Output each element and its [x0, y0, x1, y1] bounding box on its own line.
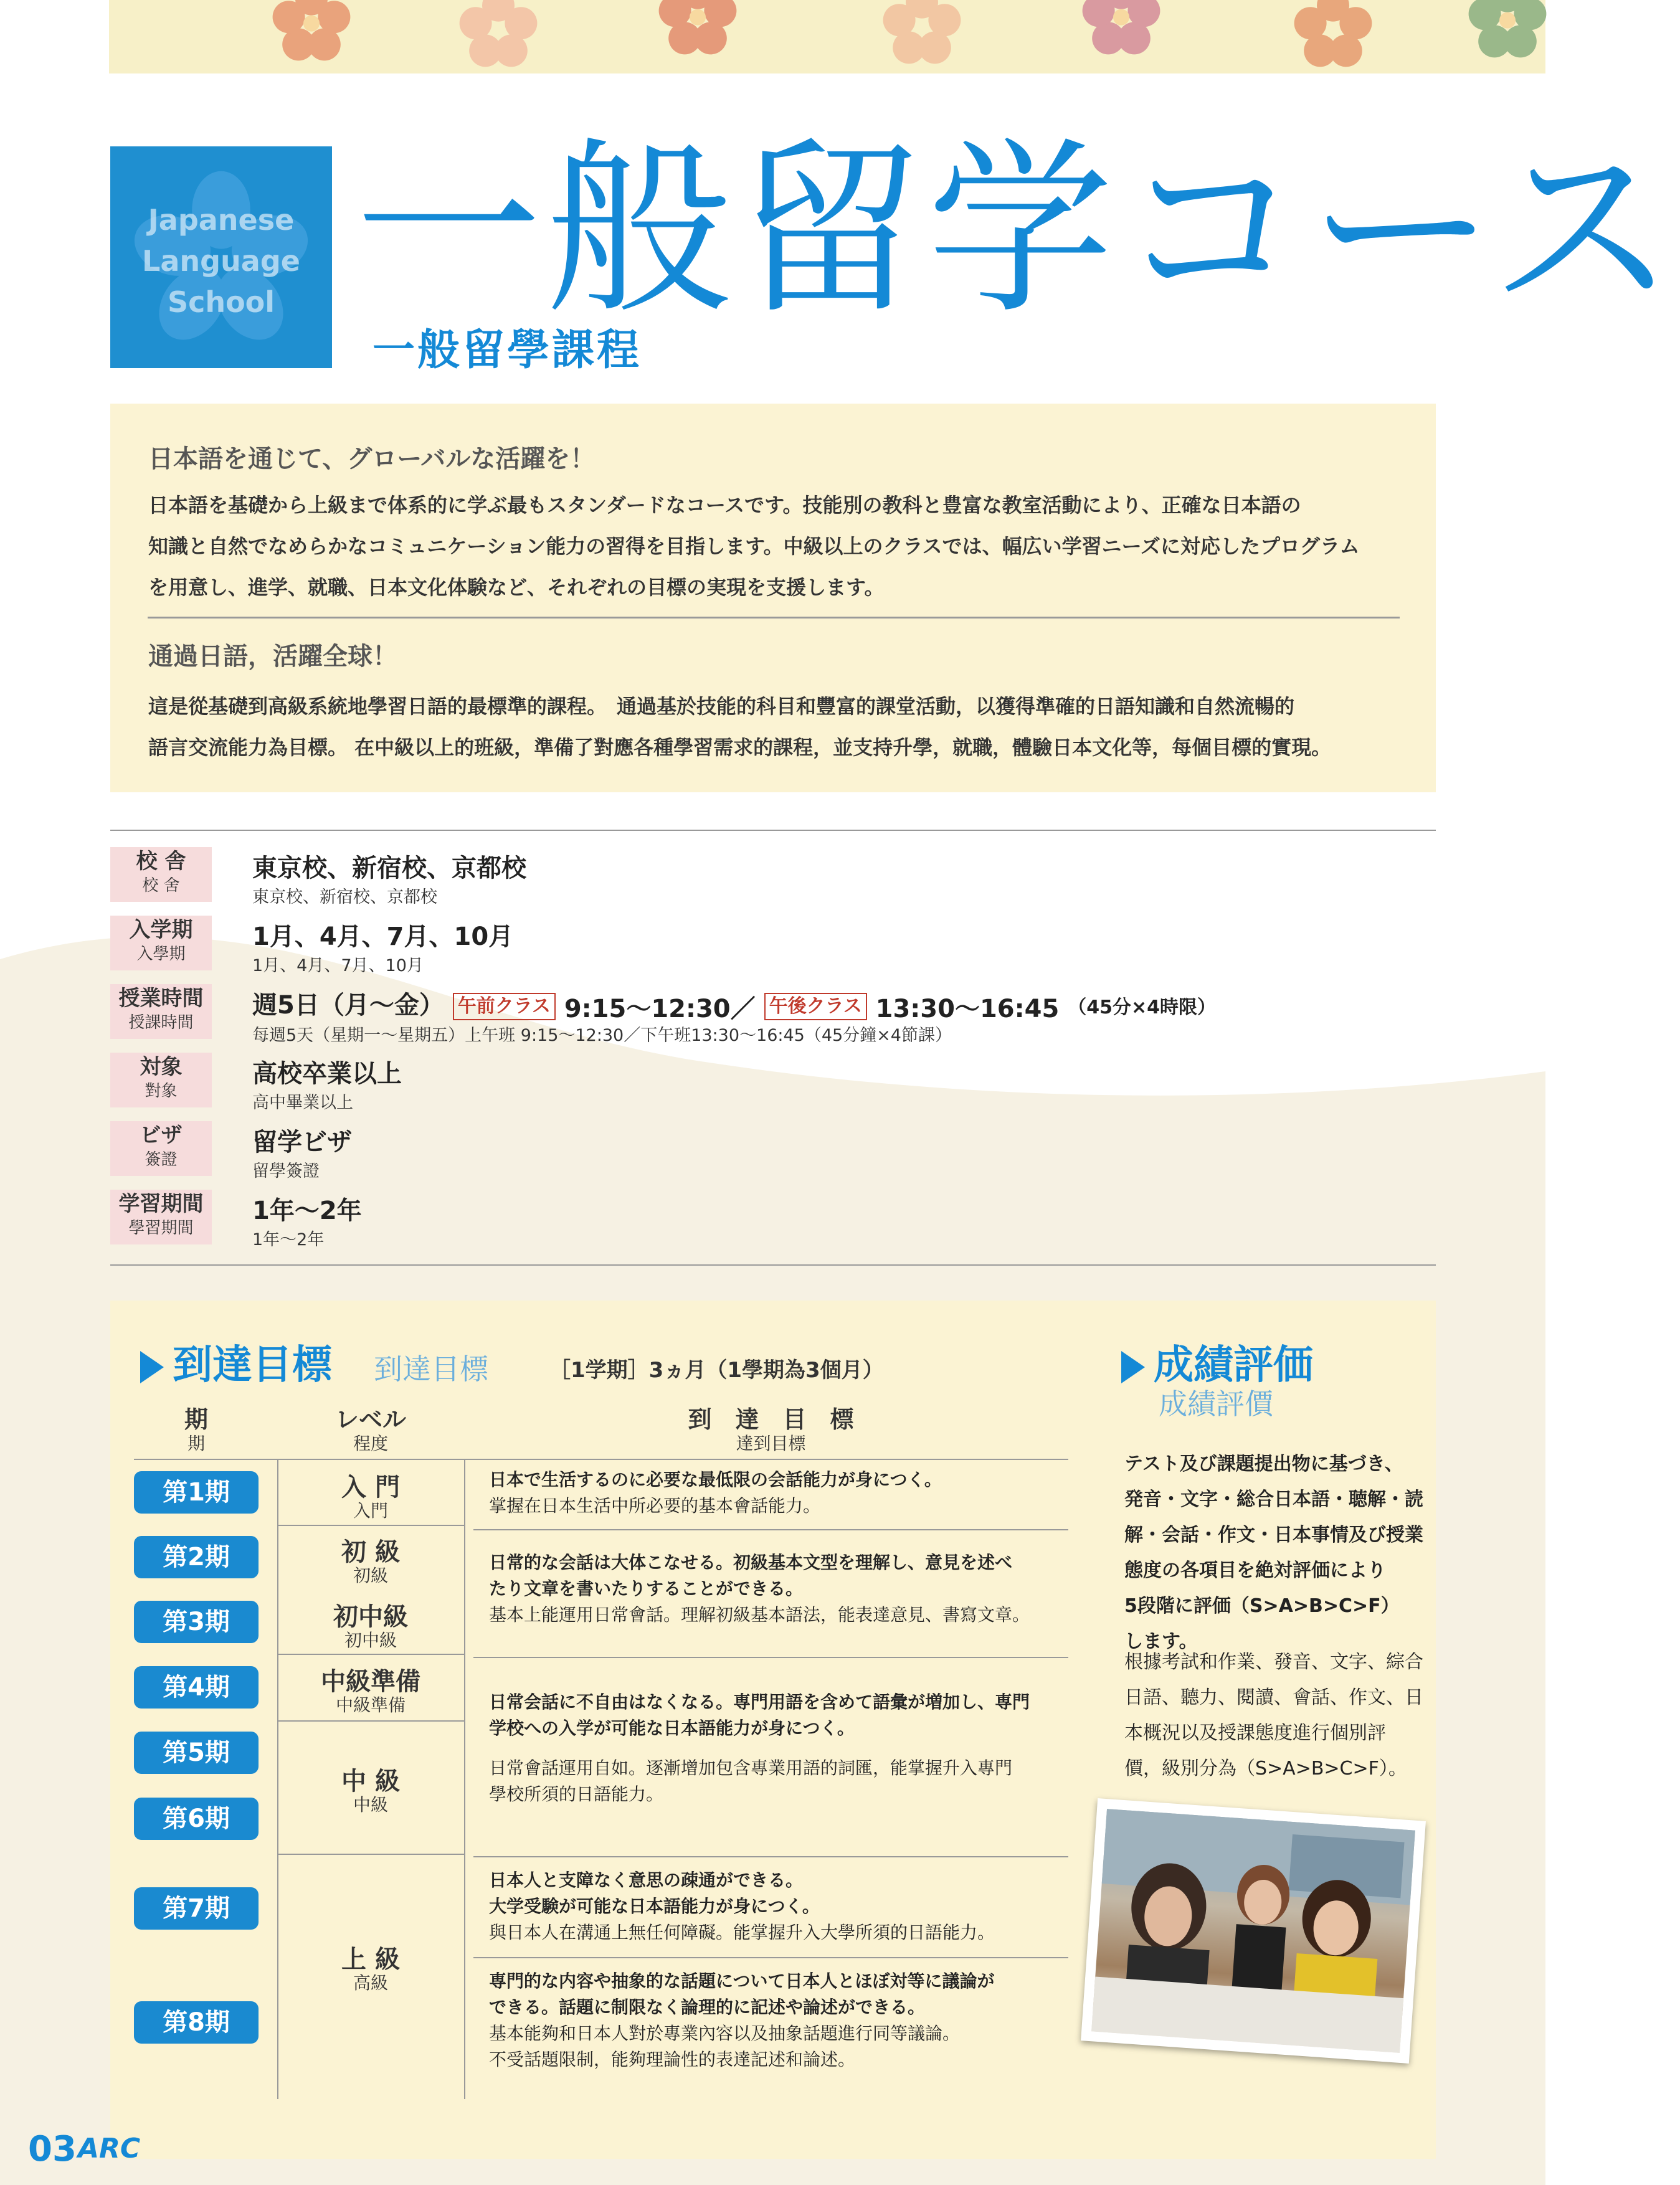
flower-icon: [271, 0, 352, 62]
campus-value: 東京校、新宿校、京都校: [252, 854, 526, 883]
divider: [110, 830, 1436, 831]
goal-text-zh: 與日本人在溝通上無任何障礙。能掌握升入大學所須的日語能力。: [489, 1922, 995, 1943]
row-line: [277, 1720, 464, 1722]
goal-row-line: [473, 1459, 1068, 1460]
target-value: 高校卒業以上: [252, 1059, 402, 1088]
page-title: 一般留学コース: [355, 121, 1680, 339]
goal-text: 日常会話に不自由はなくなる。専門用語を含めて語彙が増加し、専門: [489, 1692, 1030, 1712]
level-elementary: 初 級: [341, 1538, 400, 1566]
campus-value-zh: 東京校、新宿校、京都校: [252, 888, 437, 907]
goal-text-zh: 掌握在日本生活中所必要的基本會話能力。: [489, 1495, 821, 1516]
goal-text: 専門的な内容や抽象的な話題について日本人とほぼ対等に議論が: [489, 1971, 995, 1991]
label-hours: 授業時間 授課時間: [110, 984, 212, 1039]
intro-jp-line: を用意し、進学、就職、日本文化体験など、それぞれの目標の実現を支援します。: [148, 576, 885, 599]
col-period-sub: 期: [187, 1433, 205, 1454]
goals-title-sub: 到達目標: [374, 1352, 488, 1386]
label-duration: 学習期間 學習期間: [110, 1190, 212, 1244]
level-intermediate-prep: 中級準備: [321, 1667, 420, 1696]
goals-title: 到達目標: [140, 1333, 332, 1390]
brand-logo: ARC: [78, 2133, 141, 2164]
intro-jp-line: 知識と自然でなめらかなコミュニケーション能力の習得を目指します。中級以上のクラスでは、幅広い学習ニーズに対応したプログラム: [148, 534, 1360, 558]
period-1-badge: 第1期: [134, 1471, 259, 1514]
target-value-zh: 高中畢業以上: [252, 1093, 353, 1112]
level-beginner: 入 門: [341, 1473, 400, 1502]
goal-text: たり文章を書いたりすることができる。: [489, 1578, 804, 1599]
level-advanced: 上 級: [341, 1945, 400, 1974]
students-photo-illustration: [1091, 1809, 1415, 2053]
col-goal-sub: 達到目標: [736, 1433, 806, 1454]
col-goal-head: 到 達 目 標: [688, 1406, 854, 1433]
goal-text-zh: 日常會話運用自如。逐漸增加包含專業用語的詞匯，能掌握升入專門: [489, 1758, 1013, 1778]
floral-header-band: [109, 0, 1545, 73]
goal-row-line: [473, 1529, 1068, 1530]
students-photo: [1081, 1798, 1426, 2064]
page-subtitle: 一般留學課程: [373, 326, 642, 375]
goal-text: 日本で生活するのに必要な最低限の会話能力が身につく。: [489, 1469, 942, 1490]
flower-icon: [1293, 0, 1374, 69]
flower-icon: [657, 0, 738, 56]
label-target: 対象 對象: [110, 1053, 212, 1107]
label-visa: ビザ 簽證: [110, 1121, 212, 1176]
intro-divider: [148, 617, 1400, 619]
level-pre-intermediate-zh: 初中級: [344, 1630, 397, 1651]
label-entry: 入学期 入學期: [110, 916, 212, 970]
goal-row-line: [473, 1856, 1068, 1857]
divider: [110, 1264, 1436, 1266]
intro-jp-line: 日本語を基礎から上級まで体系的に学ぶ最もスタンダードなコースです。技能別の教科と豊富な教室活動により、正確な日本語の: [148, 493, 1301, 517]
period-7-badge: 第7期: [134, 1887, 259, 1930]
row-line: [277, 1654, 464, 1655]
visa-value: 留学ビザ: [252, 1128, 352, 1157]
evaluation-zh-text: 根據考試和作業、發音、文字、綜合 日語、聽力、閱讀、會話、作文、日 本概況以及授課態度進行個別評 價，級別分為（S>A>B>C>F）。: [1124, 1651, 1423, 1780]
col-level-sub: 程度: [353, 1433, 388, 1454]
intro-zh-line: 語言交流能力為目標。 在中級以上的班級，準備了對應各種學習需求的課程，並支持升學，就職，體驗日本文化等，每個目標的實現。: [148, 736, 1332, 759]
flower-icon: [881, 0, 962, 65]
label-campus: 校 舎 校 舍: [110, 847, 212, 902]
duration-value: 1年〜2年: [252, 1197, 362, 1225]
goal-row-line: [473, 1657, 1068, 1658]
level-pre-intermediate: 初中級: [333, 1603, 408, 1631]
level-beginner-zh: 入門: [353, 1500, 388, 1521]
am-class-tag: 午前クラス: [453, 993, 556, 1020]
column-divider: [277, 1459, 278, 2099]
period-6-badge: 第6期: [134, 1798, 259, 1840]
intro-zh-line: 這是從基礎到高級系統地學習日語的最標準的課程。 通過基於技能的科目和豐富的課堂活動，以獲得準確的日語知識和自然流暢的: [148, 694, 1295, 718]
level-advanced-zh: 高級: [353, 1973, 388, 1993]
triangle-icon: [1121, 1351, 1145, 1383]
goal-text: できる。話題に制限なく論理的に記述や論述ができる。: [489, 1997, 926, 2017]
evaluation-title: 成績評価: [1121, 1333, 1313, 1390]
flower-icon: [1081, 0, 1162, 56]
period-5-badge: 第5期: [134, 1732, 259, 1774]
col-period-head: 期: [184, 1406, 208, 1433]
evaluation-title-sub: 成績評價: [1159, 1387, 1273, 1421]
logo-text: Japanese Language School: [142, 203, 300, 319]
goal-row-line: [473, 1957, 1068, 1958]
visa-value-zh: 留學簽證: [252, 1162, 320, 1181]
level-elementary-zh: 初級: [353, 1565, 388, 1586]
intro-jp-heading: 日本語を通じて、グローバルな活躍を！: [148, 445, 596, 473]
period-2-badge: 第2期: [134, 1536, 259, 1578]
goal-text-zh: 學校所須的日語能力。: [489, 1784, 664, 1804]
col-level-head: レベル: [335, 1406, 406, 1433]
period-8-badge: 第8期: [134, 2001, 259, 2044]
entry-value-zh: 1月、4月、7月、10月: [252, 956, 424, 975]
row-line: [277, 1525, 464, 1526]
level-intermediate-zh: 中級: [353, 1794, 388, 1815]
triangle-icon: [140, 1351, 164, 1383]
evaluation-jp-text: テスト及び課題提出物に基づき、 発音・文字・総合日本語・聴解・読 解・会話・作文・日本事情及び授業 態度の各項目を絶対評価により 5段階に評価（S>A>B>C>F） します。: [1124, 1453, 1423, 1652]
goal-text: 大学受験が可能な日本語能力が身につく。: [489, 1896, 820, 1917]
column-divider: [464, 1459, 465, 2099]
flower-icon: [458, 0, 539, 69]
goal-text-zh: 基本上能運用日常會話。理解初級基本語法，能表達意見、書寫文章。: [489, 1604, 1030, 1625]
pm-class-tag: 午後クラス: [764, 993, 867, 1020]
term-note: ［1学期］3ヵ月（1學期為3個月）: [549, 1358, 884, 1383]
intro-zh-heading: 通過日語，活躍全球！: [148, 642, 397, 671]
page-number: 03: [28, 2129, 77, 2169]
goal-text: 日常的な会話は大体こなせる。初級基本文型を理解し、意見を述べ: [489, 1552, 1013, 1573]
goal-text: 日本人と支障なく意思の疎通ができる。: [489, 1870, 804, 1890]
duration-value-zh: 1年〜2年: [252, 1230, 325, 1249]
flower-icon: [1467, 0, 1548, 59]
goal-text: 学校への入学が可能な日本語能力が身につく。: [489, 1718, 855, 1738]
hours-value-zh: 每週5天（星期一〜星期五）上午班 9:15〜12:30／下午班13:30〜16:45（45分鐘×4節課）: [252, 1026, 952, 1045]
row-line: [277, 1854, 464, 1855]
goal-text-zh: 基本能夠和日本人對於專業內容以及抽象話題進行同等議論。: [489, 2023, 961, 2044]
level-intermediate: 中 級: [341, 1767, 400, 1796]
period-4-badge: 第4期: [134, 1666, 259, 1709]
level-intermediate-prep-zh: 中級準備: [335, 1695, 406, 1715]
goal-text-zh: 不受話題限制，能夠理論性的表達記述和論述。: [489, 2049, 856, 2070]
period-3-badge: 第3期: [134, 1601, 259, 1643]
entry-value: 1月、4月、7月、10月: [252, 922, 514, 951]
hours-value: 週5日（月〜金） 午前クラス 9:15〜12:30／ 午後クラス 13:30〜16:45 （45分×4時限）: [252, 991, 1216, 1023]
